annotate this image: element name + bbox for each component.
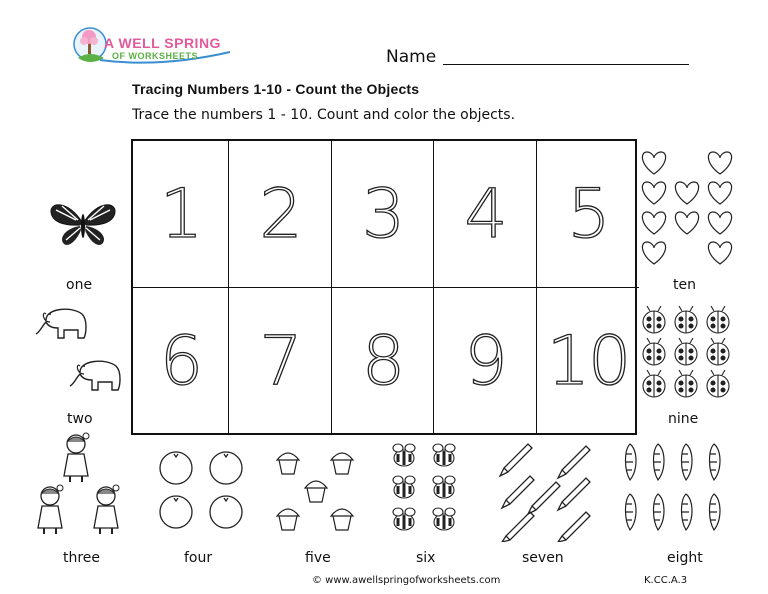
butterfly-icon[interactable] [48,198,118,250]
trace-cell-10[interactable] [537,288,639,435]
name-line[interactable] [443,64,689,65]
label-eight: eight [667,550,703,566]
label-nine: nine [668,411,699,427]
footer-website: © www.awellspringofworksheets.com [312,575,501,586]
ladybug-icon[interactable] [638,304,740,404]
name-label: Name [386,47,437,67]
trace-cell-2[interactable] [229,141,332,288]
carrot-icon[interactable] [620,436,740,536]
trace-number: 9 [464,322,506,401]
tracing-grid [131,139,637,435]
label-two: two [67,411,93,427]
doll-icon[interactable] [56,432,96,484]
heart-icon[interactable] [638,148,740,272]
trace-number: 10 [546,322,630,401]
doll-icon[interactable] [86,484,126,536]
logo-line2: OF WORKSHEETS [112,51,199,61]
label-six: six [416,550,436,566]
trace-number: 3 [361,174,404,254]
logo [70,22,235,72]
pencil-icon[interactable] [498,440,598,542]
bee-icon[interactable] [386,440,462,538]
label-five: five [305,550,331,566]
trace-cell-9[interactable] [434,288,537,435]
footer-standard: K.CC.A.3 [644,575,688,586]
trace-cell-8[interactable] [332,288,434,435]
trace-number: 6 [159,322,202,401]
label-three: three [63,550,101,566]
label-seven: seven [522,550,564,566]
cupcake-icon[interactable] [272,444,358,538]
label-ten: ten [673,277,696,293]
trace-number: 7 [259,322,301,401]
page-title: Tracing Numbers 1-10 - Count the Objects [132,81,420,97]
trace-cell-6[interactable] [133,288,229,435]
trace-number: 1 [159,174,202,254]
trace-number: 5 [567,174,609,254]
trace-number: 4 [464,174,506,254]
trace-cell-4[interactable] [434,141,537,288]
trace-cell-1[interactable] [133,141,229,288]
label-one: one [66,277,93,293]
doll-icon[interactable] [30,484,70,536]
trace-number: 2 [259,174,301,254]
instructions: Trace the numbers 1 - 10. Count and color the objects. [132,107,516,123]
label-four: four [184,550,213,566]
trace-cell-5[interactable] [537,141,639,288]
elephant-icon[interactable] [66,352,124,394]
trace-number: 8 [361,322,404,401]
logo-line1: A WELL SPRING [104,35,221,51]
trace-cell-7[interactable] [229,288,332,435]
trace-cell-3[interactable] [332,141,434,288]
elephant-icon[interactable] [32,300,90,342]
orange-icon[interactable] [156,450,246,532]
